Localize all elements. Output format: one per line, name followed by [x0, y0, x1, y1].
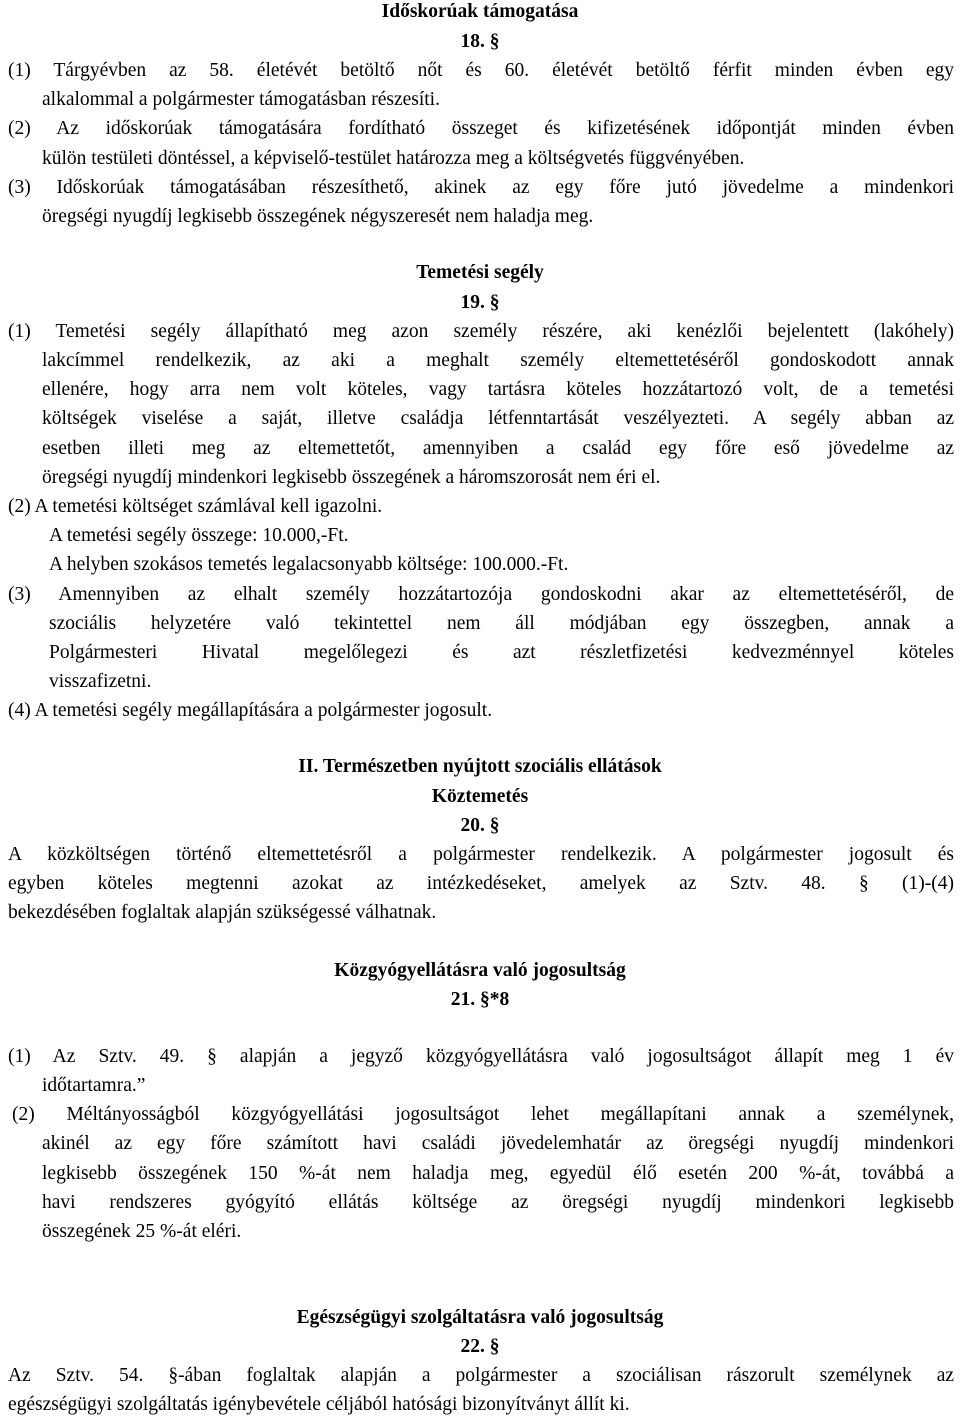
text-line: akinél az egy főre számított havi családi jövedelemhatár az öregségi nyugdíj mindenkori	[42, 1133, 954, 1154]
text-line: A temetési segély összege: 10.000,-Ft.	[49, 525, 349, 546]
paragraph-number: 21. §*8	[450, 989, 510, 1010]
text-line: (4) A temetési segély megállapítására a polgármester jogosult.	[8, 700, 493, 721]
text-line: bekezdésében foglaltak alapján szükségessé válhatnak.	[8, 902, 437, 923]
text-line: legkisebb összegének 150 %-át nem haladja meg, egyedül élő esetén 200 %-át, továbbá a	[42, 1163, 954, 1184]
paragraph-number: 20. §	[460, 815, 500, 836]
section-title: Közgyógyellátásra való jogosultság	[334, 960, 626, 981]
text-line: összegének 25 %-át eléri.	[42, 1221, 242, 1242]
section-title: Időskorúak támogatása	[381, 1, 579, 22]
text-line: visszafizetni.	[49, 671, 152, 692]
text-line: szociális helyzetére való tekintettel nem áll módjában egy összegben, annak a	[49, 613, 954, 634]
text-line: költségek viselése a saját, illetve családja létfenntartását veszélyezteti. A segély abban az	[42, 408, 954, 429]
paragraph-number: 18. §	[460, 31, 500, 52]
section-title: Köztemetés	[431, 786, 529, 807]
text-line: Az Sztv. 54. §-ában foglaltak alapján a polgármester a szociálisan rászorult személynek az	[8, 1365, 954, 1386]
text-line: egészségügyi szolgáltatás igénybevétele céljából hatósági bizonyítványt állít ki.	[8, 1394, 630, 1415]
section-title: Temetési segély	[416, 262, 544, 283]
text-line: esetben illeti meg az eltemettetőt, amennyiben a család egy főre eső jövedelme az	[42, 438, 954, 459]
text-line: (3) Amennyiben az elhalt személy hozzátartozója gondoskodni akar az eltemettetéséről, de	[8, 584, 954, 605]
text-line: (3) Időskorúak támogatásában részesíthető, akinek az egy főre jutó jövedelme a mindenkori	[8, 177, 954, 198]
text-line: (1) Az Sztv. 49. § alapján a jegyző közgyógyellátásra való jogosultságot állapít meg 1 év	[8, 1046, 954, 1067]
text-line: A helyben szokásos temetés legalacsonyabb költsége: 100.000.-Ft.	[49, 554, 569, 575]
text-line: alkalommal a polgármester támogatásban részesíti.	[42, 89, 440, 110]
paragraph-number: 19. §	[460, 292, 500, 313]
text-line: (1) Tárgyévben az 58. életévét betöltő nőt és 60. életévét betöltő férfit minden évben egy	[8, 60, 954, 81]
text-line: külön testületi döntéssel, a képviselő-testület határozza meg a költségvetés függvényében.	[42, 148, 745, 169]
text-line: (2) Az időskorúak támogatására fordítható összeget és kifizetésének időpontját minden évben	[8, 118, 954, 139]
text-line: egyben köteles megtenni azokat az intézkedéseket, amelyek az Sztv. 48. § (1)-(4)	[8, 873, 954, 894]
text-line: időtartamra.”	[42, 1075, 146, 1096]
text-line: (2) A temetési költséget számlával kell igazolni.	[8, 496, 383, 517]
text-line: A közköltségen történő eltemettetésről a polgármester rendelkezik. A polgármester jogosult és	[8, 844, 954, 865]
paragraph-number: 22. §	[460, 1336, 500, 1357]
text-line: lakcímmel rendelkezik, az aki a meghalt személy eltemettetéséről gondoskodott annak	[42, 350, 954, 371]
text-line: (2) Méltányosságból közgyógyellátási jogosultságot lehet megállapítani annak a személynek,	[12, 1104, 954, 1125]
text-line: Polgármesteri Hivatal megelőlegezi és azt részletfizetési kedvezménnyel köteles	[49, 642, 954, 663]
text-line: öregségi nyugdíj legkisebb összegének négyszeresét nem haladja meg.	[42, 206, 594, 227]
chapter-title: II. Természetben nyújtott szociális ellátások	[298, 756, 662, 777]
text-line: öregségi nyugdíj mindenkori legkisebb összegének a háromszorosát nem éri el.	[42, 467, 661, 488]
text-line: ellenére, hogy arra nem volt köteles, vagy tartásra köteles hozzátartozó volt, de a temetési	[42, 379, 954, 400]
section-title: Egészségügyi szolgáltatásra való jogosultság	[296, 1307, 664, 1328]
text-line: havi rendszeres gyógyító ellátás költsége az öregségi nyugdíj mindenkori legkisebb	[42, 1192, 954, 1213]
text-line: (1) Temetési segély állapítható meg azon személy részére, aki kenézlői bejelentett (lakóhely)	[8, 321, 954, 342]
